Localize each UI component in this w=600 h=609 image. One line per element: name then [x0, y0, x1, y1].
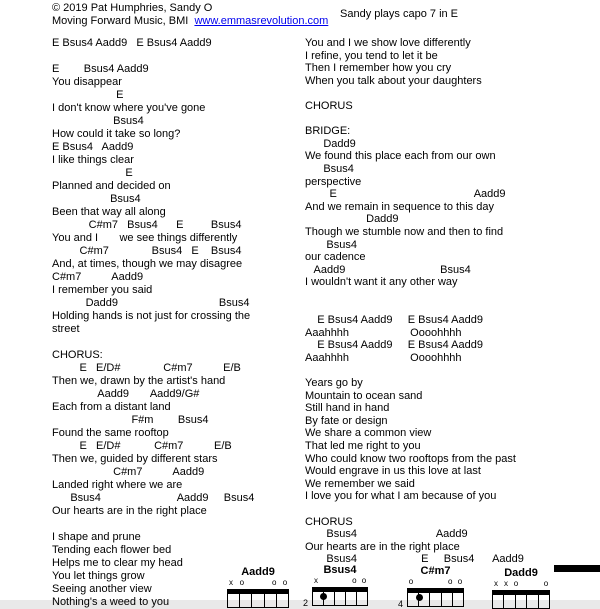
text-line: By fate or design: [305, 414, 388, 427]
chord-name: Aadd9: [241, 566, 275, 578]
text-line: Aadd9 Aadd9/G#: [52, 388, 200, 400]
text-line: I don't know where you've gone: [52, 102, 206, 114]
text-line: Bsus4: [52, 115, 144, 127]
text-line: C#m7 Bsus4 E Bsus4: [52, 219, 242, 231]
muted-string-marker: x: [229, 578, 233, 587]
blank-line: [305, 113, 600, 126]
text-line: E: [52, 167, 133, 179]
text-line: Nothing's a weed to you: [52, 596, 170, 608]
muted-string-marker: x: [494, 579, 498, 588]
text-line: And we remain in sequence to this day: [305, 200, 494, 213]
text-line: When you talk about your daughters: [305, 74, 482, 87]
text-line: Aaahhhh Oooohhhh: [305, 351, 462, 364]
open-string-marker: o: [271, 578, 277, 587]
text-line: Bsus4 Aadd9 Bsus4: [52, 492, 255, 504]
text-line: Been that way all along: [52, 206, 166, 218]
text-line: And, at times, though we may disagree: [52, 258, 243, 270]
text-line: I like things clear: [52, 154, 134, 166]
text-line: CHORUS: [305, 515, 353, 528]
copyright-line: © 2019 Pat Humphries, Sandy O: [52, 2, 213, 14]
capo-note: Sandy plays capo 7 in E: [340, 8, 459, 20]
text-line: Bsus4 Aadd9: [305, 528, 468, 541]
chord-diagram-bsus4: [303, 564, 368, 608]
text-line: C#m7 Aadd9: [52, 466, 205, 478]
text-line: Our hearts are in the right place: [305, 540, 460, 553]
text-line: E Bsus4 Aadd9: [52, 63, 149, 75]
text-line: our cadence: [305, 251, 366, 264]
website-link[interactable]: www.emmasrevolution.com: [194, 14, 329, 27]
text-line: I love you for what I am because of you: [305, 490, 497, 503]
text-line: Then we, guided by different stars: [52, 453, 218, 465]
fret-grid: [398, 593, 464, 609]
fret-number: 2: [303, 598, 309, 608]
text-line: I refine, you tend to let it be: [305, 49, 438, 62]
lyrics-chords-column-left: [52, 37, 305, 609]
blank-line: [305, 301, 600, 314]
fret-grid: [227, 594, 289, 608]
text-line: E Bsus4 Aadd9 E Bsus4 Aadd9: [52, 37, 212, 49]
text-line: Found the same rooftop: [52, 427, 169, 439]
chord-name: C#m7: [420, 565, 451, 577]
open-string-marker: o: [282, 578, 288, 587]
open-string-marker: o: [239, 578, 245, 587]
text-line: We remember we said: [305, 477, 415, 490]
text-line: We share a common view: [305, 427, 432, 440]
text-line: Mountain to ocean sand: [305, 389, 423, 402]
text-line: E Bsus4 Aadd9: [52, 141, 134, 153]
text-line: You disappear: [52, 76, 122, 88]
chord-name: Bsus4: [323, 564, 357, 576]
muted-string-marker: x: [504, 579, 508, 588]
text-line: Bsus4: [305, 162, 354, 175]
text-line: Would engrave in us this love at last: [305, 465, 481, 478]
text-line: E Aadd9: [305, 188, 506, 201]
open-string-marker: o: [447, 577, 453, 586]
text-line: E: [52, 89, 124, 101]
text-line: E Bsus4 Aadd9 E Bsus4 Aadd9: [305, 314, 483, 327]
open-string-marker: o: [408, 577, 414, 586]
open-string-marker: o: [513, 579, 519, 588]
text-line: Dadd9: [305, 137, 356, 150]
fret-grid: [492, 595, 550, 609]
text-line: E E/D# C#m7 E/B: [52, 440, 232, 452]
open-string-marker: o: [352, 576, 357, 585]
text-line: Planned and decided on: [52, 180, 171, 192]
chord-diagram-aadd9: [227, 566, 289, 608]
publisher-text: Moving Forward Music, BMI: [52, 14, 192, 27]
text-line: Dadd9: [305, 213, 399, 226]
text-line: Years go by: [305, 377, 363, 390]
text-line: perspective: [305, 175, 362, 188]
text-line: Still hand in hand: [305, 402, 390, 415]
fret-grid: [303, 592, 368, 608]
text-line: Our hearts are in the right place: [52, 505, 207, 517]
text-line: Tending each flower bed: [52, 544, 172, 556]
text-line: Who could know two rooftops from the past: [305, 452, 516, 465]
text-line: I shape and prune: [52, 531, 141, 543]
open-string-marker: o: [457, 577, 463, 586]
open-string-marker: o: [543, 579, 549, 588]
text-line: Landed right where we are: [52, 479, 183, 491]
cut-off-chord-diagram: [554, 565, 600, 572]
string-markers: [407, 577, 464, 588]
text-line: Then I remember how you cry: [305, 62, 452, 75]
text-line: Seeing another view: [52, 583, 152, 595]
text-line: C#m7 Bsus4 E Bsus4: [52, 245, 242, 257]
text-line: You and I we see things differently: [52, 232, 238, 244]
text-line: E Bsus4 Aadd9 E Bsus4 Aadd9: [305, 339, 483, 352]
string-markers: [312, 576, 368, 587]
text-line: Bsus4 E Bsus4 Aadd9: [305, 553, 524, 566]
chord-name: Dadd9: [504, 567, 538, 579]
text-line: CHORUS:: [52, 349, 103, 361]
string-markers: [227, 578, 289, 589]
text-line: CHORUS: [305, 99, 353, 112]
text-line: Holding hands is not just for crossing the: [52, 310, 251, 322]
text-line: E E/D# C#m7 E/B: [52, 362, 241, 374]
open-string-marker: o: [361, 576, 367, 585]
text-line: I remember you said: [52, 284, 153, 296]
text-line: We found this place each from our own: [305, 150, 496, 163]
blank-line: [305, 87, 600, 100]
blank-line: [305, 364, 600, 377]
chord-diagram-dadd9: [492, 567, 550, 609]
text-line: Bsus4: [52, 193, 141, 205]
text-line: Aaahhhh Oooohhhh: [305, 326, 462, 339]
finger-dot: [416, 594, 423, 601]
text-line: I wouldn't want it any other way: [305, 276, 458, 289]
text-line: Then we, drawn by the artist's hand: [52, 375, 226, 387]
text-line: street: [52, 323, 80, 335]
fret-number: 4: [398, 599, 404, 609]
blank-line: [52, 50, 305, 63]
blank-line: [305, 289, 600, 302]
blank-line: [52, 336, 305, 349]
text-line: Each from a distant land: [52, 401, 171, 413]
text-line: Helps me to clear my head: [52, 557, 183, 569]
text-line: F#m Bsus4: [52, 414, 209, 426]
text-line: You let things grow: [52, 570, 145, 582]
lyrics-chords-column-right: [305, 37, 600, 566]
text-line: C#m7 Aadd9: [52, 271, 144, 283]
text-line: Bsus4: [305, 238, 357, 251]
chord-diagram-csharpm7: [398, 565, 464, 609]
text-line: You and I we show love differently: [305, 37, 471, 49]
copyright-block: [52, 2, 328, 27]
text-line: Though we stumble now and then to find: [305, 225, 504, 238]
text-line: Aadd9 Bsus4: [305, 263, 471, 276]
string-markers: [492, 579, 550, 590]
blank-line: [52, 518, 305, 531]
text-line: Dadd9 Bsus4: [52, 297, 250, 309]
muted-string-marker: x: [314, 576, 318, 585]
text-line: How could it take so long?: [52, 128, 181, 140]
text-line: BRIDGE:: [305, 125, 351, 138]
blank-line: [305, 503, 600, 516]
publisher-line: [52, 15, 328, 28]
text-line: That led me right to you: [305, 440, 421, 452]
